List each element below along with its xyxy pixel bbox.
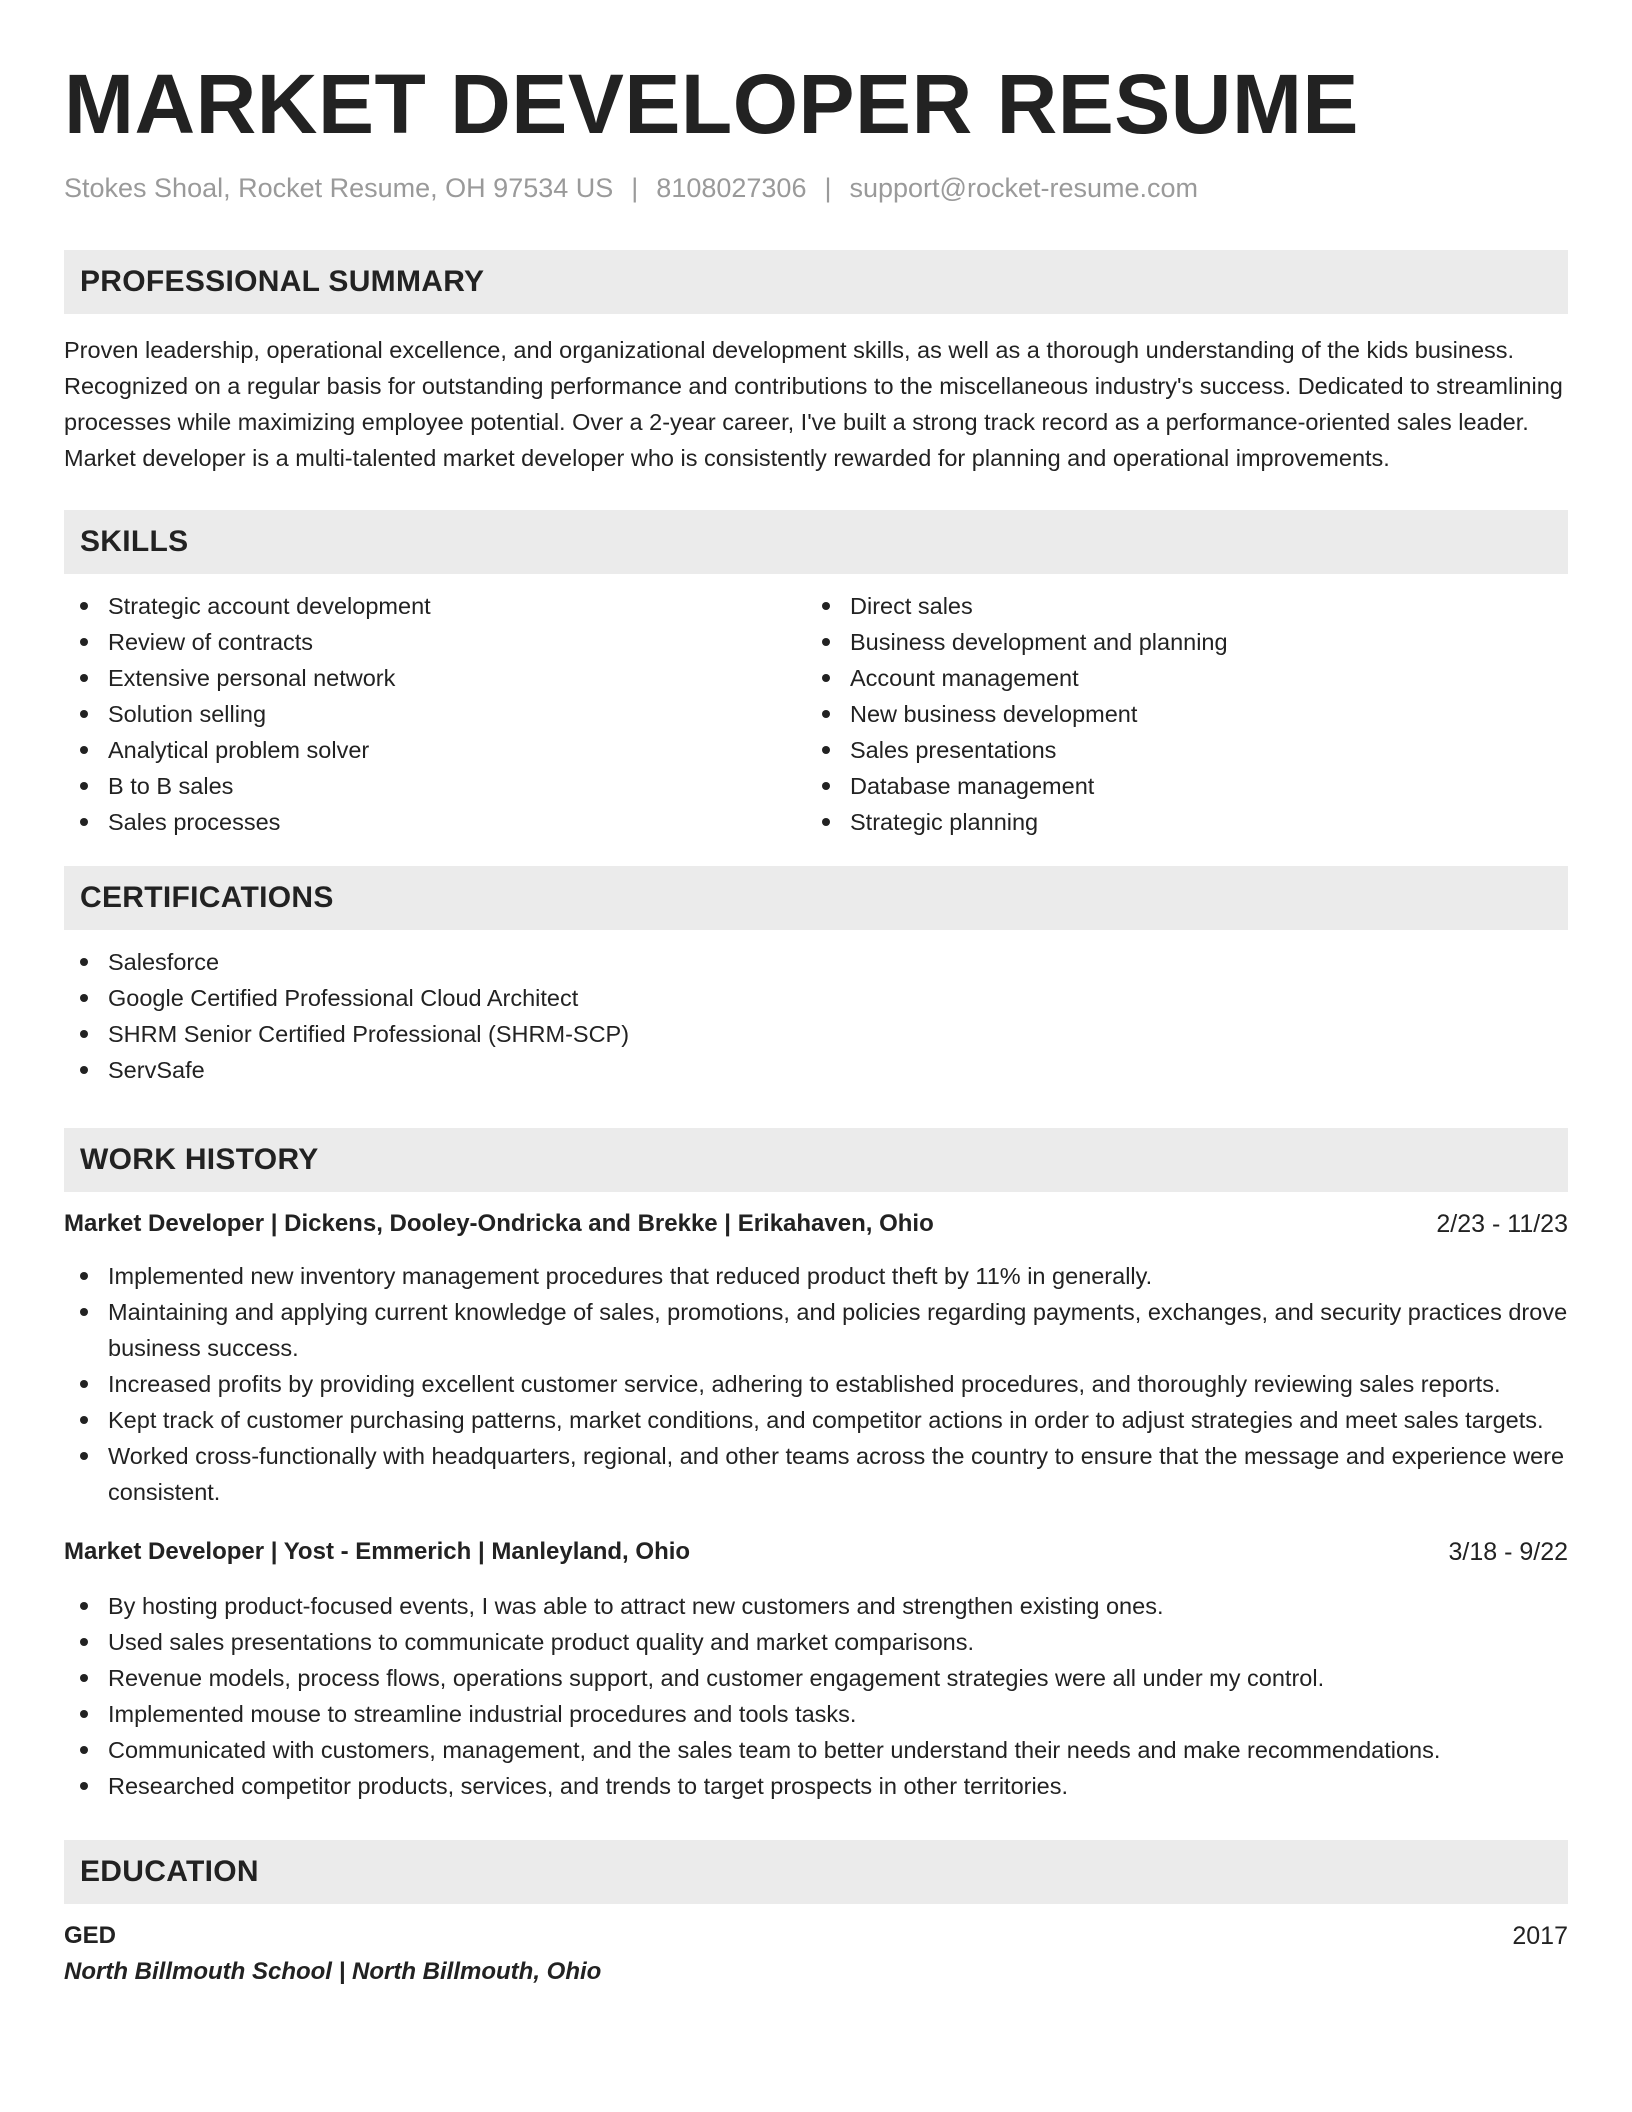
education-school: North Billmouth School | North Billmouth, Ohio <box>64 1958 602 1985</box>
contact-email: support@rocket-resume.com <box>849 173 1199 203</box>
job-header <box>64 1534 1568 1570</box>
contact-address: Stokes Shoal, Rocket Resume, OH 97534 US <box>64 173 614 203</box>
certification-item: ServSafe <box>64 1052 1568 1088</box>
education-header <box>64 1918 1568 1954</box>
job-bullet: Revenue models, process flows, operations support, and customer engagement strategies were all under my control. <box>64 1660 1568 1696</box>
job-bullet: Implemented new inventory management procedures that reduced product theft by 11% in generally. <box>64 1258 1568 1294</box>
job-entry <box>64 1206 1568 1510</box>
skill-item: Direct sales <box>806 588 1548 624</box>
skill-item: New business development <box>806 696 1548 732</box>
job-bullet: Used sales presentations to communicate product quality and market comparisons. <box>64 1624 1568 1660</box>
skill-item: Database management <box>806 768 1548 804</box>
contact-separator: | <box>631 173 639 203</box>
job-header <box>64 1206 1568 1242</box>
certification-item: SHRM Senior Certified Professional (SHRM-SCP) <box>64 1016 1568 1052</box>
job-bullet: Implemented mouse to streamline industrial procedures and tools tasks. <box>64 1696 1568 1732</box>
job-bullet: Researched competitor products, services, and trends to target prospects in other territories. <box>64 1768 1568 1804</box>
skill-item: Solution selling <box>64 696 806 732</box>
skill-item: Sales presentations <box>806 732 1548 768</box>
section-header-work-history: WORK HISTORY <box>64 1128 1568 1192</box>
certification-item: Salesforce <box>64 944 1568 980</box>
job-bullet: Worked cross-functionally with headquarters, regional, and other teams across the country to ensure that the message and experience were consistent. <box>64 1438 1568 1510</box>
section-header-skills: SKILLS <box>64 510 1568 574</box>
job-bullet: Communicated with customers, management, and the sales team to better understand their needs and make recommendations. <box>64 1732 1568 1768</box>
skill-item: Strategic account development <box>64 588 806 624</box>
contact-line <box>64 170 1568 206</box>
job-bullets <box>64 1258 1568 1510</box>
skill-item: Sales processes <box>64 804 806 840</box>
certifications-list <box>64 944 1568 1088</box>
education-degree: GED <box>64 1922 117 1949</box>
section-header-education: EDUCATION <box>64 1840 1568 1904</box>
job-bullet: Kept track of customer purchasing patterns, market conditions, and competitor actions in order to adjust strategies and meet sales targets. <box>64 1402 1568 1438</box>
job-title: Market Developer | Dickens, Dooley-Ondricka and Brekke | Erikahaven, Ohio <box>64 1210 934 1237</box>
job-bullet: Maintaining and applying current knowledge of sales, promotions, and policies regarding payments, exchanges, and security practices drove business success. <box>64 1294 1568 1366</box>
skill-item: Account management <box>806 660 1548 696</box>
skill-item: Review of contracts <box>64 624 806 660</box>
job-bullet: By hosting product-focused events, I was able to attract new customers and strengthen existing ones. <box>64 1588 1568 1624</box>
skill-item: Extensive personal network <box>64 660 806 696</box>
resume-title: MARKET DEVELOPER RESUME <box>64 57 1359 151</box>
skills-grid <box>64 588 1568 840</box>
skill-item: Analytical problem solver <box>64 732 806 768</box>
certification-item: Google Certified Professional Cloud Architect <box>64 980 1568 1016</box>
job-bullet: Increased profits by providing excellent customer service, adhering to established procedures, and thoroughly reviewing sales reports. <box>64 1366 1568 1402</box>
skills-list-right <box>806 588 1548 840</box>
contact-separator: | <box>824 173 832 203</box>
section-header-summary: PROFESSIONAL SUMMARY <box>64 250 1568 314</box>
contact-phone: 8108027306 <box>656 173 807 203</box>
job-dates: 2/23 - 11/23 <box>1436 1210 1568 1238</box>
job-title: Market Developer | Yost - Emmerich | Manleyland, Ohio <box>64 1538 691 1565</box>
job-bullets <box>64 1588 1568 1804</box>
section-header-certifications: CERTIFICATIONS <box>64 866 1568 930</box>
skill-item: Business development and planning <box>806 624 1548 660</box>
skill-item: Strategic planning <box>806 804 1548 840</box>
skill-item: B to B sales <box>64 768 806 804</box>
job-entry <box>64 1534 1568 1804</box>
job-dates: 3/18 - 9/22 <box>1448 1538 1568 1566</box>
education-year: 2017 <box>1512 1922 1568 1950</box>
summary-text: Proven leadership, operational excellence, and organizational development skills, as well as a thorough understanding of the kids business. Recognized on a regular basis for outstanding performance and contributions to the miscellaneous industry's success. Dedicated to streamlining processes while maximizing employee potential. Over a 2-year career, I've built a strong track record as a performance-oriented sales leader. Market developer is a multi-talented market developer who is consistently rewarded for planning and operational improvements. <box>64 337 1563 471</box>
skills-list-left <box>64 588 806 840</box>
